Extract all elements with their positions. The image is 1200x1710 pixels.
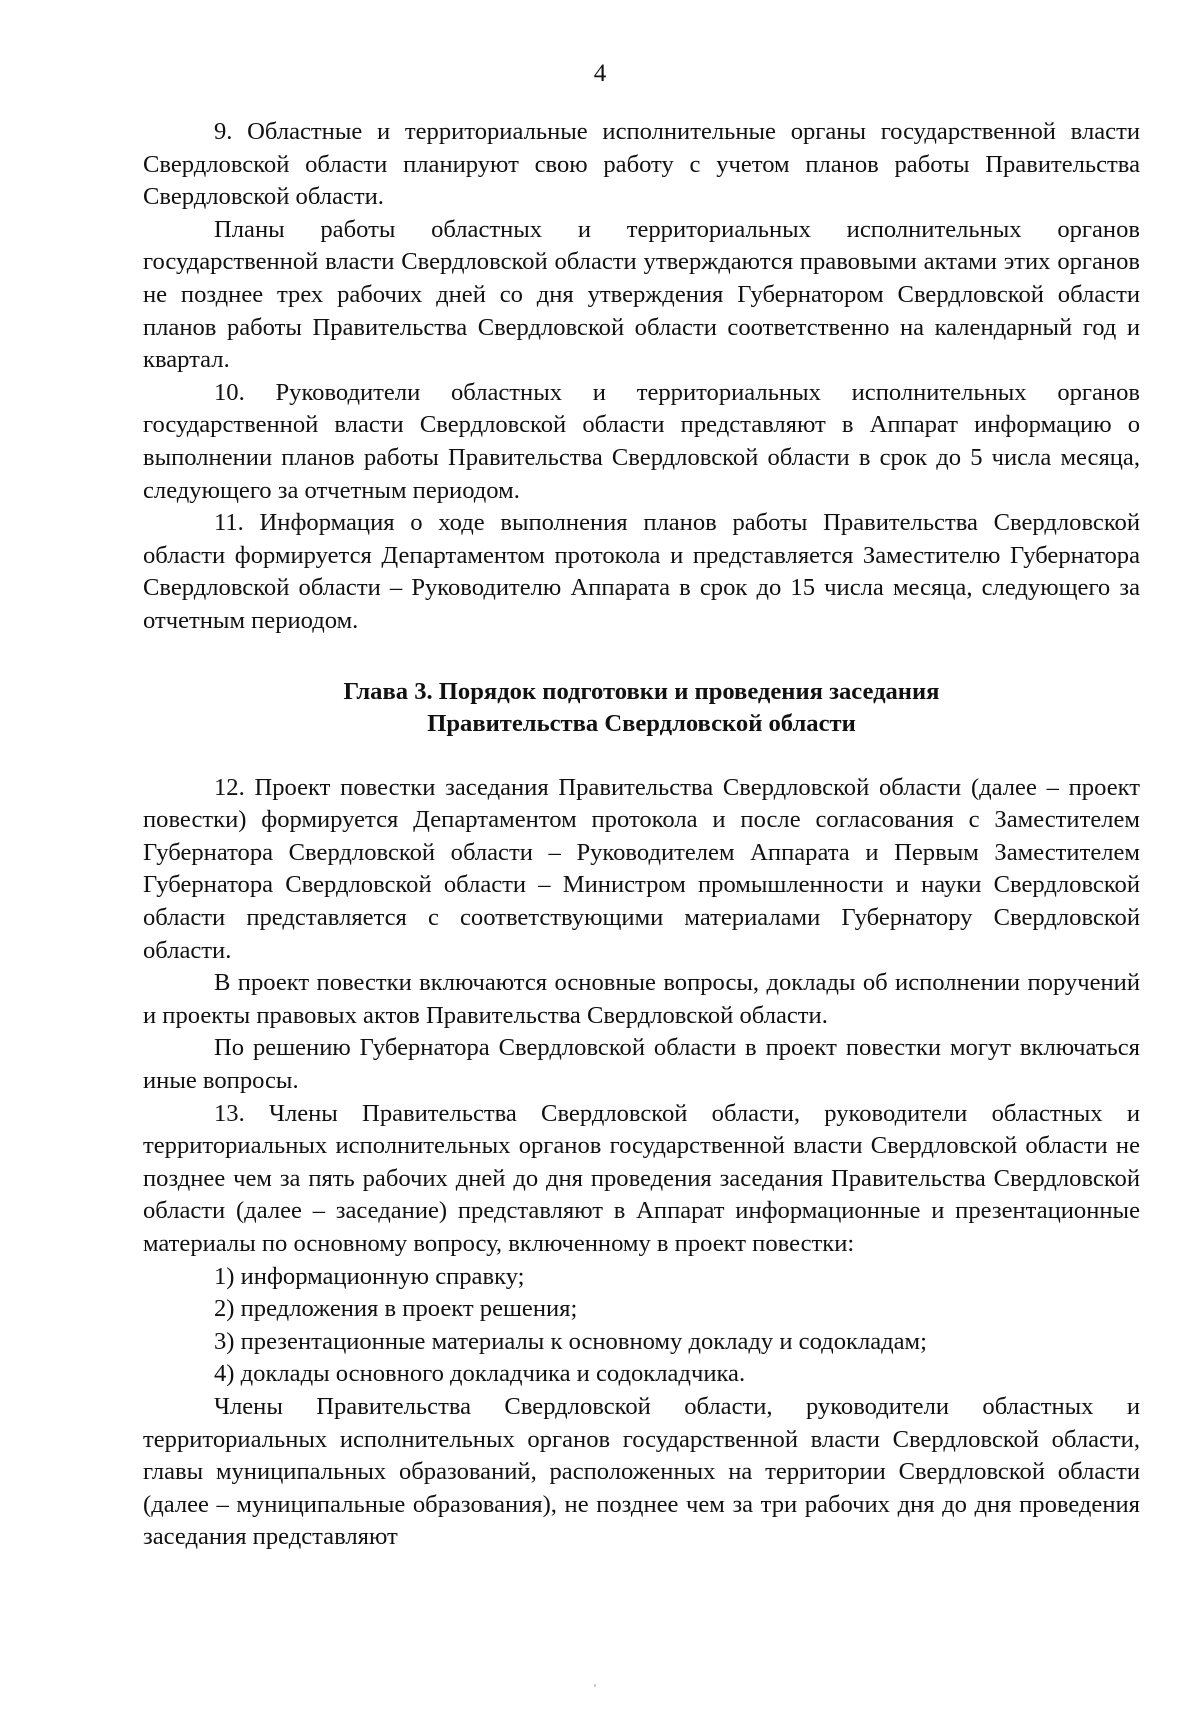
paragraph-10: 10. Руководители областных и территориальных исполнительных органов государственной власти Свердловской области представляют в Аппарат информацию о выполнении планов работы Правительства Свердловской области в срок до 5 числа месяца, следующего за отчетным периодом. xyxy=(143,378,1140,504)
scan-artifact xyxy=(594,1684,596,1687)
paragraph-13: 13. Члены Правительства Свердловской области, руководители областных и территориальных исполнительных органов государственной власти Свердловской области не позднее чем за пять рабочих дней до дня проведения заседания Правительства Свердловской области (далее – заседание) представляют в Аппарат информационные и презентационные материалы по основному вопросу, включенному в проект повестки: xyxy=(143,1099,1140,1257)
paragraph-work-plans: Планы работы областных и территориальных исполнительных органов государственной власти Свердловской области утверждаются правовыми актами этих органов не позднее трех рабочих дней со дня утверждения Губернатором Свердловской области планов работы Правительства Свердловской области соответственно на календарный год и квартал. xyxy=(143,215,1140,374)
document-body xyxy=(143,116,1140,1554)
chapter-heading-line-1: Глава 3. Порядок подготовки и проведения заседания xyxy=(343,677,940,705)
paragraph-other-questions: По решению Губернатора Свердловской области в проект повестки могут включаться иные вопросы. xyxy=(143,1034,1140,1095)
chapter-heading xyxy=(143,676,1140,741)
paragraph-members-deadline: Члены Правительства Свердловской области, руководители областных и территориальных исполнительных органов государственной власти Свердловской области, главы муниципальных образований, расположенных на территории Свердловской области (далее – муниципальные образования), не позднее чем за три рабочих дня до дня проведения заседания представляют xyxy=(143,1392,1140,1551)
paragraph-agenda-contents: В проект повестки включаются основные вопросы, доклады об исполнении поручений и проекты правовых актов Правительства Свердловской области. xyxy=(143,969,1140,1029)
list-item: 4) доклады основного докладчика и содокладчика. xyxy=(214,1360,746,1388)
list-item: 3) презентационные материалы к основному докладу и содокладам; xyxy=(214,1327,927,1355)
paragraph-12: 12. Проект повестки заседания Правительства Свердловской области (далее – проект повестки) формируется Департаментом протокола и после согласования с Заместителем Губернатора Свердловской области – Руководителем Аппарата и Первым Заместителем Губернатора Свердловской области – Министром промышленности и науки Свердловской области представляется с соответствующими материалами Губернатору Свердловской области. xyxy=(143,773,1140,964)
list-item: 2) предложения в проект решения; xyxy=(214,1295,578,1323)
paragraph-11: 11. Информация о ходе выполнения планов работы Правительства Свердловской области формируется Департаментом протокола и представляется Заместителю Губернатора Свердловской области – Руководителю Аппарата в срок до 15 числа месяца, следующего за отчетным периодом. xyxy=(143,509,1140,634)
page-number: 4 xyxy=(593,60,607,87)
list-item: 1) информационную справку; xyxy=(214,1262,525,1290)
paragraph-9: 9. Областные и территориальные исполнительные органы государственной власти Свердловской области планируют свою работу с учетом планов работы Правительства Свердловской области. xyxy=(143,118,1140,211)
chapter-heading-line-2: Правительства Свердловской области xyxy=(427,710,856,738)
